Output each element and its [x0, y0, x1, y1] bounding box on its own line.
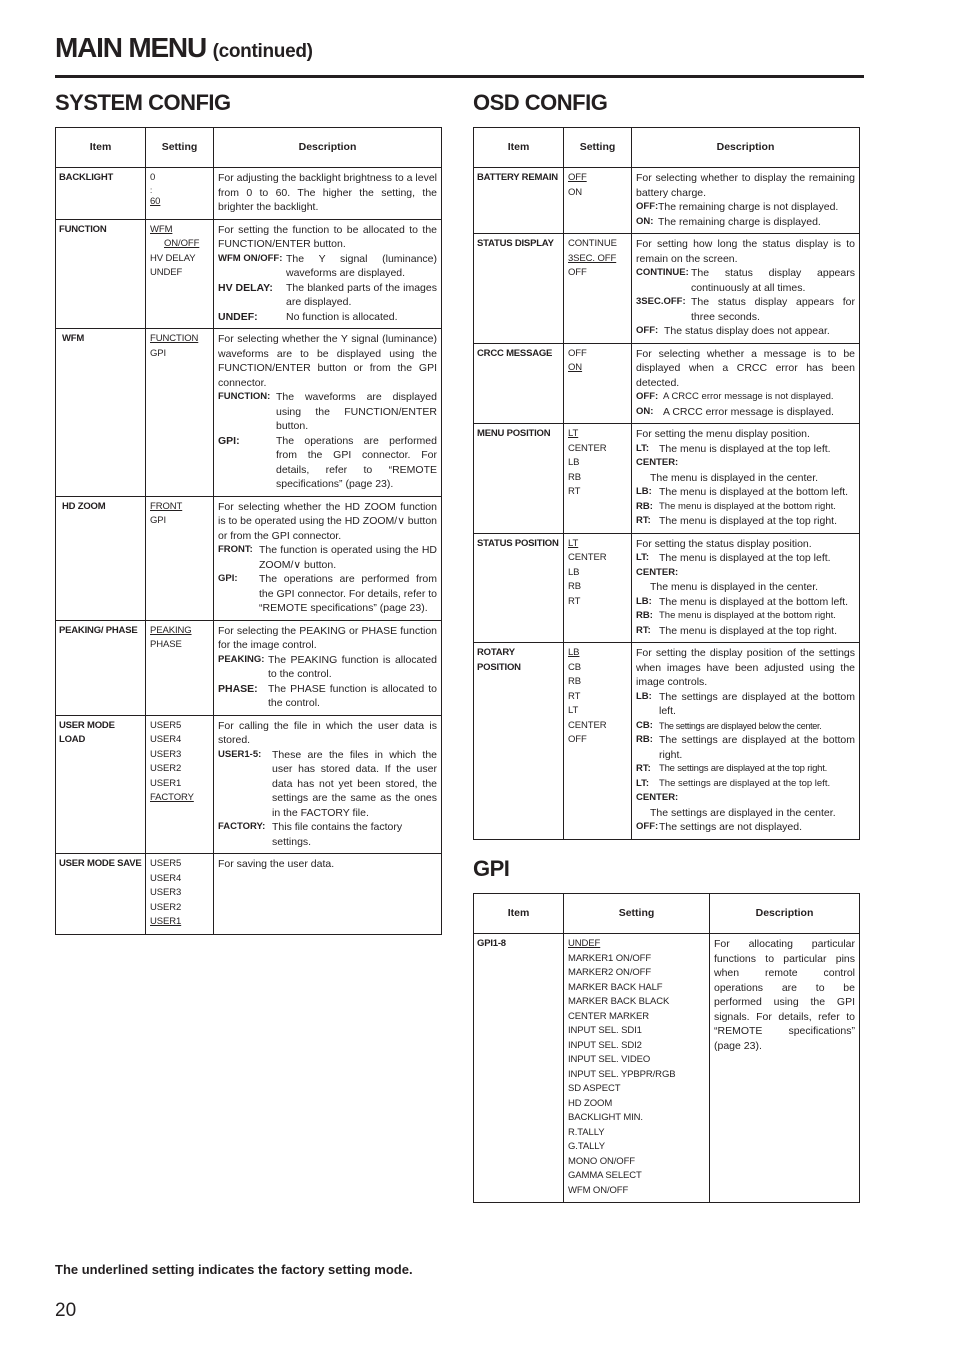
description-text: For adjusting the backlight brightness to a level from 0 to 60. The higher the setting, the brighter the backlight.	[218, 172, 437, 213]
definition-value: This file contains the factory settings.	[272, 821, 403, 848]
desc-backlight	[214, 168, 442, 220]
settings-peaking-phase	[146, 620, 214, 715]
setting-option: G.TALLY	[568, 1141, 605, 1152]
setting-option-default: 60	[150, 195, 161, 207]
definition-value: The menu is displayed at the bottom left.	[659, 486, 849, 498]
definition-value: The menu is displayed in the center.	[650, 471, 819, 484]
setting-option: MONO ON/OFF	[568, 1155, 635, 1167]
setting-option: USER5	[150, 858, 182, 869]
setting-option-default: OFF	[568, 172, 587, 183]
setting-option-default: PEAKING	[150, 624, 192, 636]
definition	[636, 500, 855, 515]
definition-value: The menu is displayed at the top left.	[659, 442, 831, 455]
setting-option: OFF	[568, 734, 587, 745]
definition-value: The menu is displayed at the bottom left.	[659, 595, 849, 608]
item-gpi1-8: GPI1-8	[474, 934, 564, 1203]
item-menu-position: MENU POSITION	[474, 424, 564, 534]
definition	[218, 748, 437, 821]
setting-option: MARKER BACK HALF	[568, 981, 663, 993]
settings-menu-position	[564, 424, 632, 534]
definition-key: CENTER:	[636, 566, 679, 578]
item-user-mode-load	[56, 715, 146, 854]
setting-option: INPUT SEL. YPBPR/RGB	[568, 1068, 676, 1080]
item-label-line: ROTARY	[477, 647, 515, 658]
definition-key: RT:	[636, 515, 651, 526]
desc-battery-remain	[632, 168, 860, 234]
definition-key: HV DELAY:	[218, 281, 273, 294]
definition-key: LB:	[636, 595, 652, 607]
item-label-line: LOAD	[59, 734, 86, 745]
item-rotary-position	[474, 643, 564, 840]
definition	[636, 551, 855, 566]
setting-option: R.TALLY	[568, 1126, 605, 1138]
desc-user-mode-save	[214, 854, 442, 935]
description-text: For allocating particular functions to particular pins when remote control operations are to be performed using the GPI signals. For details, refer to “REMOTE specifications” (page 23).	[714, 938, 855, 1052]
definition-key: ON:	[636, 405, 654, 417]
definition-key: PEAKING:	[218, 653, 265, 665]
settings-backlight	[146, 168, 214, 220]
definition	[636, 405, 855, 420]
item-peaking-phase: PEAKING/ PHASE	[56, 620, 146, 715]
definition	[636, 295, 855, 324]
definition-key: ON:	[636, 215, 654, 227]
setting-option: RT	[568, 486, 581, 497]
settings-user-mode-load	[146, 715, 214, 854]
settings-rotary-position	[564, 643, 632, 840]
definition-value: The PEAKING function is allocated to the control.	[268, 653, 437, 680]
settings-wfm	[146, 329, 214, 497]
definition	[636, 514, 855, 529]
settings-hd-zoom	[146, 496, 214, 620]
definition-key: FUNCTION:	[218, 391, 271, 402]
page-number: 20	[55, 1300, 77, 1321]
desc-hd-zoom	[214, 496, 442, 620]
definition	[218, 252, 437, 281]
setting-option-default: ON	[568, 362, 583, 373]
table-row-user-mode-load	[56, 715, 442, 854]
desc-menu-position	[632, 424, 860, 534]
setting-option: USER2	[150, 901, 182, 913]
definition-key: RT:	[636, 763, 651, 774]
setting-option: :	[150, 185, 153, 195]
setting-option: RT	[568, 595, 581, 607]
col-item: Item	[474, 128, 564, 168]
setting-option: HV DELAY	[150, 252, 196, 264]
item-status-position: STATUS POSITION	[474, 533, 564, 643]
setting-option-default: FUNCTION	[150, 333, 199, 344]
definition-value: The settings are displayed below the center.	[659, 720, 822, 731]
setting-option: ON	[568, 186, 583, 198]
definition-key: LT:	[636, 777, 650, 789]
definition-value: The waveforms are displayed using the FUNCTION/ENTER button.	[276, 391, 437, 432]
setting-option-default: UNDEF	[568, 938, 601, 949]
definition-value: A CRCC error message is displayed.	[663, 405, 834, 418]
table-row-menu-position	[474, 424, 860, 534]
settings-battery-remain	[564, 168, 632, 234]
setting-option: CENTER	[568, 442, 607, 454]
table-row-backlight	[56, 168, 442, 220]
setting-option: PHASE	[150, 639, 182, 650]
description-text: For selecting whether to display the remaining battery charge.	[636, 172, 855, 199]
definition-value: These are the files in which the user has stored data. If the user data has not yet been stored, the settings are the same as the ones in the FACTORY file.	[272, 748, 437, 819]
setting-option: WFM ON/OFF	[568, 1184, 629, 1196]
definition	[218, 390, 437, 434]
setting-option-default: ON/OFF	[164, 238, 200, 249]
item-hd-zoom: HD ZOOM	[56, 496, 146, 620]
setting-option: INPUT SEL. SDI1	[568, 1025, 642, 1036]
definition-key: FACTORY:	[218, 821, 266, 832]
setting-option: USER3	[150, 887, 182, 898]
setting-option-default: WFM	[150, 223, 173, 235]
setting-option: USER5	[150, 719, 182, 731]
system-config-heading: SYSTEM CONFIG	[55, 90, 231, 115]
definition-key: OFF:	[636, 391, 659, 402]
definition	[636, 200, 855, 215]
settings-status-display	[564, 234, 632, 344]
definition-value: The operations are performed from the GPI connector. For details, refer to “REMOTE specifications” (page 23).	[259, 573, 438, 614]
definition-value: The settings are displayed at the bottom right.	[659, 734, 855, 761]
definition-key: GPI:	[218, 573, 238, 584]
desc-peaking-phase	[214, 620, 442, 715]
definition-key: LB:	[636, 690, 652, 702]
definition-value: The settings are displayed in the center.	[650, 806, 836, 819]
definition	[636, 690, 855, 719]
setting-option: CB	[568, 661, 581, 673]
desc-crcc-message	[632, 343, 860, 424]
definition-key: RT:	[636, 624, 651, 636]
definition-value: The Y signal (luminance) waveforms are displayed.	[286, 252, 437, 279]
definition	[218, 820, 437, 849]
setting-option: USER4	[150, 872, 182, 884]
definition-key: CB:	[636, 719, 653, 731]
table-row-battery-remain	[474, 168, 860, 234]
setting-option: MARKER1 ON/OFF	[568, 952, 652, 964]
definition-key: LT:	[636, 442, 650, 454]
setting-option: MARKER2 ON/OFF	[568, 967, 652, 978]
setting-option-default: LT	[568, 428, 579, 439]
item-status-display: STATUS DISPLAY	[474, 234, 564, 344]
description-text: For setting the status display position.	[636, 537, 812, 550]
definition-key: LB:	[636, 486, 652, 497]
description-text: For selecting whether the HD ZOOM function is to be operated using the HD ZOOM/∨ button or from the GPI connector.	[218, 500, 437, 542]
item-battery-remain: BATTERY REMAIN	[474, 168, 564, 234]
setting-option: RT	[568, 690, 581, 702]
settings-crcc-message	[564, 343, 632, 424]
setting-option-default: 3SEC. OFF	[568, 252, 617, 264]
gpi-heading: GPI	[473, 856, 510, 881]
definition-value: The status display appears continuously at all times.	[691, 267, 855, 294]
definition-value: The status display appears for three seconds.	[691, 296, 855, 323]
definition	[218, 310, 437, 325]
definition-value: The menu is displayed at the top left.	[659, 552, 831, 564]
definition-key: RB:	[636, 734, 653, 745]
header-rule	[55, 75, 864, 78]
table-row-gpi1-8	[474, 934, 860, 1203]
setting-option: USER4	[150, 734, 182, 745]
definition	[218, 281, 437, 310]
definition-key: OFF:	[636, 201, 659, 212]
definition-key: LT:	[636, 552, 650, 563]
definition-key: PHASE:	[218, 682, 258, 695]
factory-setting-note: The underlined setting indicates the factory setting mode.	[55, 1262, 413, 1277]
definition-key: GPI:	[218, 434, 240, 447]
description-text: For selecting whether the Y signal (luminance) waveforms are to be displayed using the FUNCTION/ENTER button or from the GPI connector.	[218, 333, 437, 389]
definition-value: The settings are displayed at the top left.	[659, 777, 831, 789]
setting-option-default: LB	[568, 647, 580, 658]
desc-wfm	[214, 329, 442, 497]
item-label-line: POSITION	[477, 661, 521, 673]
item-function: FUNCTION	[56, 219, 146, 329]
setting-option: CENTER	[568, 552, 607, 563]
title-main: MAIN MENU	[55, 32, 206, 63]
desc-status-display	[632, 234, 860, 344]
table-header-row	[474, 894, 860, 934]
definition-value: The PHASE function is allocated to the control.	[268, 682, 437, 709]
table-row-status-position	[474, 533, 860, 643]
osd-config-table	[473, 127, 860, 840]
definition	[636, 215, 855, 230]
definition-value: A CRCC error message is not displayed.	[663, 391, 834, 402]
table-row-status-display	[474, 234, 860, 344]
setting-option: LB	[568, 457, 580, 468]
title-subtitle: (continued)	[212, 41, 313, 62]
definition-value: The remaining charge is not displayed.	[658, 201, 839, 213]
definition-key: 3SEC.OFF:	[636, 296, 686, 307]
definition-key: CONTINUE:	[636, 267, 689, 278]
table-row-hd-zoom	[56, 496, 442, 620]
definition	[218, 653, 437, 682]
definition-value: The menu is displayed at the top right.	[659, 624, 838, 637]
setting-option: RB	[568, 676, 581, 687]
definition	[636, 485, 855, 500]
desc-function	[214, 219, 442, 329]
table-row-peaking-phase	[56, 620, 442, 715]
col-description: Description	[214, 128, 442, 168]
setting-option: USER2	[150, 763, 182, 774]
definition	[636, 777, 855, 792]
definition-value: The settings are displayed at the bottom left.	[659, 690, 855, 717]
desc-user-mode-load	[214, 715, 442, 854]
setting-option: RB	[568, 581, 581, 592]
setting-option: LT	[568, 705, 579, 716]
definition-key: OFF:	[636, 325, 659, 336]
item-wfm: WFM	[56, 329, 146, 497]
description-text: For selecting the PEAKING or PHASE function for the image control.	[218, 624, 437, 651]
definition-value: The status display does not appear.	[664, 325, 830, 337]
definition-key: RB:	[636, 610, 653, 621]
definition-value: The menu is displayed at the bottom right.	[659, 610, 836, 621]
setting-option: LB	[568, 566, 580, 578]
definition-value: The blanked parts of the images are displayed.	[286, 281, 437, 308]
description-text: For saving the user data.	[218, 858, 335, 870]
definition-value: The menu is displayed at the top right.	[659, 515, 838, 527]
col-item: Item	[474, 894, 564, 934]
setting-option: OFF	[568, 267, 587, 278]
col-description: Description	[710, 894, 860, 934]
definition	[636, 595, 855, 610]
setting-option: USER1	[150, 777, 182, 789]
definition-value: The operations are performed from the GPI connector. For details, refer to “REMOTE specifications” (page 23).	[276, 434, 437, 490]
definition-key: CENTER:	[636, 792, 679, 803]
definition-key: FRONT:	[218, 544, 253, 555]
settings-user-mode-save	[146, 854, 214, 935]
definition-value: The menu is displayed in the center.	[650, 581, 819, 593]
description-text: For setting the menu display position.	[636, 428, 810, 440]
setting-option: OFF	[568, 347, 587, 359]
item-label-line: USER MODE	[59, 719, 115, 731]
col-setting: Setting	[564, 128, 632, 168]
definition-value: The remaining charge is displayed.	[658, 215, 821, 228]
page-title	[55, 30, 313, 70]
setting-option: GAMMA SELECT	[568, 1170, 642, 1181]
gpi-table	[473, 893, 860, 1203]
definition-key: WFM ON/OFF:	[218, 252, 283, 264]
setting-option: 0	[150, 172, 156, 183]
setting-option: GPI	[150, 515, 167, 526]
definition	[636, 820, 855, 835]
definition-key: UNDEF:	[218, 310, 258, 323]
settings-gpi1-8	[564, 934, 710, 1203]
definition	[218, 682, 437, 711]
desc-status-position	[632, 533, 860, 643]
setting-option: BACKLIGHT MIN.	[568, 1112, 643, 1123]
definition	[636, 733, 855, 762]
setting-option: INPUT SEL. SDI2	[568, 1039, 642, 1051]
setting-option-default: USER1	[150, 916, 182, 927]
definition	[636, 442, 855, 457]
setting-option: CENTER	[568, 719, 607, 731]
setting-option: CONTINUE	[568, 238, 617, 249]
description-text: For setting how long the status display is to remain on the screen.	[636, 238, 855, 265]
setting-option: MARKER BACK BLACK	[568, 996, 670, 1007]
osd-config-heading: OSD CONFIG	[473, 90, 608, 115]
setting-option: SD ASPECT	[568, 1083, 621, 1094]
definition	[636, 609, 855, 624]
table-row-user-mode-save	[56, 854, 442, 935]
definition-value: The settings are not displayed.	[659, 821, 803, 833]
definition-value: No function is allocated.	[286, 310, 398, 323]
description-text: For selecting whether a message is to be displayed when a CRCC error has been detected.	[636, 347, 855, 389]
settings-function	[146, 219, 214, 329]
setting-option: CENTER MARKER	[568, 1010, 650, 1022]
table-row-wfm	[56, 329, 442, 497]
definition-key: OFF:	[636, 821, 659, 832]
setting-option: HD ZOOM	[568, 1097, 613, 1109]
description-text: For setting the function to be allocated to the FUNCTION/ENTER button.	[218, 223, 437, 250]
settings-status-position	[564, 533, 632, 643]
definition	[636, 762, 855, 777]
item-crcc-message: CRCC MESSAGE	[474, 343, 564, 424]
definition-key: RB:	[636, 500, 653, 512]
desc-rotary-position	[632, 643, 860, 840]
col-item: Item	[56, 128, 146, 168]
definition-key: CENTER:	[636, 457, 679, 468]
item-backlight: BACKLIGHT	[56, 168, 146, 220]
definition-key: USER1-5:	[218, 748, 262, 760]
col-description: Description	[632, 128, 860, 168]
table-header-row	[474, 128, 860, 168]
system-config-table	[55, 127, 442, 935]
setting-option: UNDEF	[150, 267, 183, 278]
definition-value: The function is operated using the HD ZOOM/∨ button.	[259, 544, 437, 571]
definition-value: The menu is displayed at the bottom right.	[659, 500, 836, 512]
item-user-mode-save: USER MODE SAVE	[56, 854, 146, 935]
setting-option-default: FRONT	[150, 500, 183, 512]
table-row-rotary-position	[474, 643, 860, 840]
setting-option-default: LT	[568, 537, 579, 549]
definition	[636, 624, 855, 639]
table-row-function	[56, 219, 442, 329]
col-setting: Setting	[146, 128, 214, 168]
definition	[636, 324, 855, 339]
setting-option: INPUT SEL. VIDEO	[568, 1054, 651, 1065]
description-text: For calling the file in which the user data is stored.	[218, 719, 437, 746]
table-header-row	[56, 128, 442, 168]
definition	[218, 572, 437, 616]
definition	[636, 390, 855, 405]
setting-option: USER3	[150, 748, 182, 760]
definition	[218, 434, 437, 492]
definition	[636, 266, 855, 295]
table-row-crcc-message	[474, 343, 860, 424]
setting-option: GPI	[150, 347, 167, 359]
setting-option-default: FACTORY	[150, 792, 194, 803]
desc-gpi1-8	[710, 934, 860, 1203]
definition-value: The settings are displayed at the top right.	[659, 763, 828, 774]
definition	[218, 543, 437, 572]
col-setting: Setting	[564, 894, 710, 934]
setting-option: RB	[568, 471, 581, 483]
definition	[636, 719, 855, 734]
description-text: For setting the display position of the settings when images have been adjusted using the image controls.	[636, 647, 855, 688]
